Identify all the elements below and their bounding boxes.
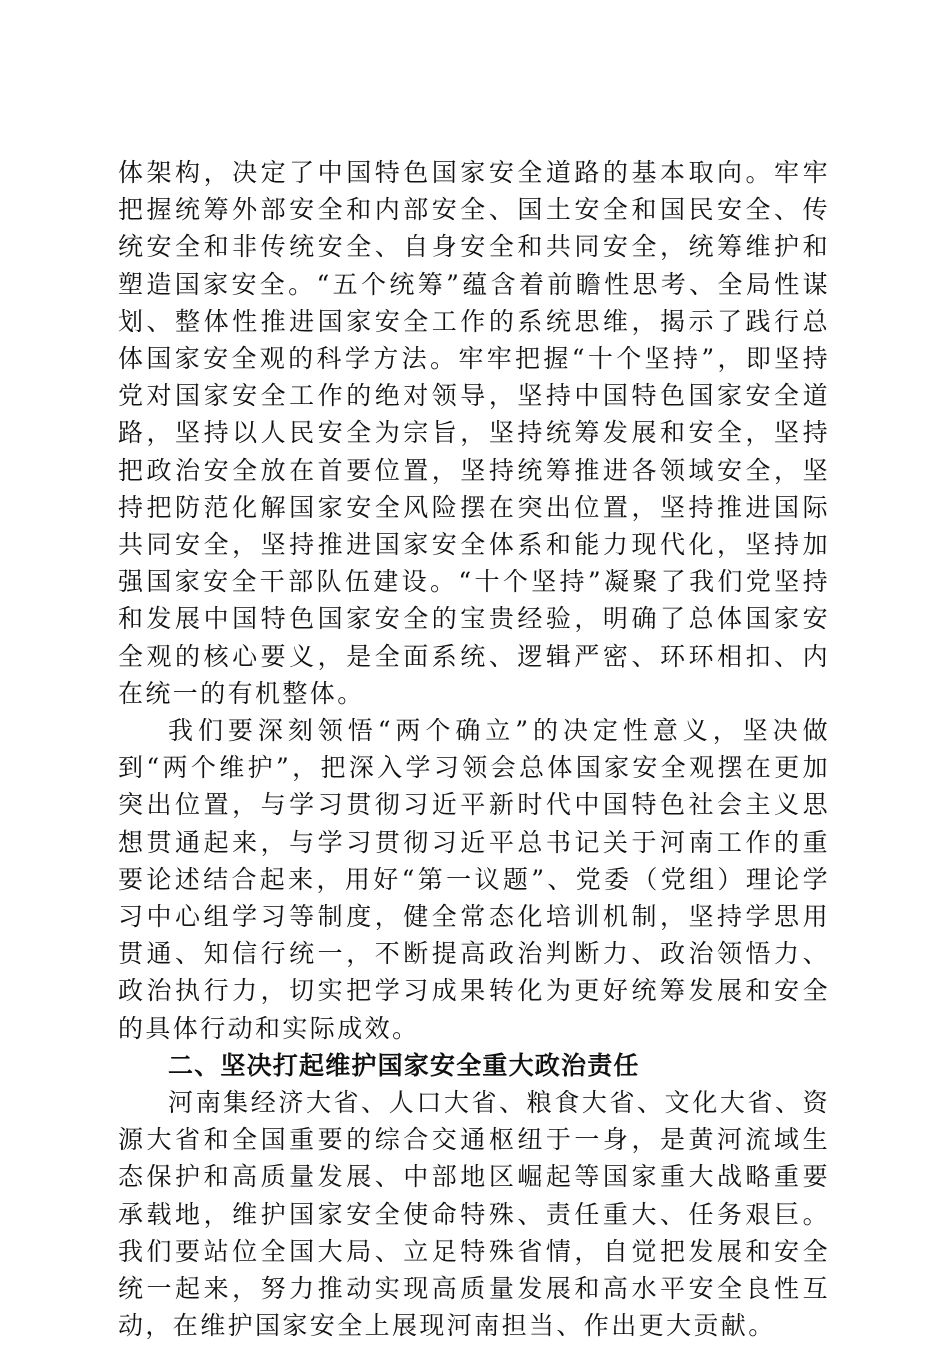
section-heading-2: 二、坚决打起维护国家安全重大政治责任: [168, 1050, 640, 1080]
paragraph-continued: 体架构，决定了中国特色国家安全道路的基本取向。牢牢把握统筹外部安全和内部安全、国土安全和国民安全、传统安全和非传统安全、自身安全和共同安全，统筹维护和塑造国家安全。“五个统筹”蕴含着前瞻性思考、全局性谋划、整体性推进国家安全工作的系统思维，揭示了践行总体国家安全观的科学方法。牢牢把握“十个坚持”，即坚持党对国家安全工作的绝对领导，坚持中国特色国家安全道路，坚持以人民安全为宗旨，坚持统筹发展和安全，坚持把政治安全放在首要位置，坚持统筹推进各领域安全，坚持把防范化解国家安全风险摆在突出位置，坚持推进国际共同安全，坚持推进国家安全体系和能力现代化，坚持加强国家安全干部队伍建设。“十个坚持”凝聚了我们党坚持和发展中国特色国家安全的宝贵经验，明确了总体国家安全观的核心要义，是全面系统、逻辑严密、环环相扣、内在统一的有机整体。: [118, 158, 830, 708]
paragraph-henan: 河南集经济大省、人口大省、粮食大省、文化大省、资源大省和全国重要的综合交通枢纽于一身，是黄河流域生态保护和高质量发展、中部地区崛起等国家重大战略重要承载地，维护国家安全使命特殊、责任重大、任务艰巨。我们要站位全国大局、立足特殊省情，自觉把发展和安全统一起来，努力推动实现高质量发展和高水平安全良性互动，在维护国家安全上展现河南担当、作出更大贡献。: [118, 1088, 830, 1341]
document-body: [118, 154, 830, 1345]
paragraph-two-establishments: 我们要深刻领悟“两个确立”的决定性意义，坚决做到“两个维护”，把深入学习领会总体国家安全观摆在更加突出位置，与学习贯彻习近平新时代中国特色社会主义思想贯通起来，与学习贯彻习近平总书记关于河南工作的重要论述结合起来，用好“第一议题”、党委（党组）理论学习中心组学习等制度，健全常态化培训机制，坚持学思用贯通、知信行统一，不断提高政治判断力、政治领悟力、政治执行力，切实把学习成果转化为更好统筹发展和安全的具体行动和实际成效。: [118, 716, 830, 1043]
